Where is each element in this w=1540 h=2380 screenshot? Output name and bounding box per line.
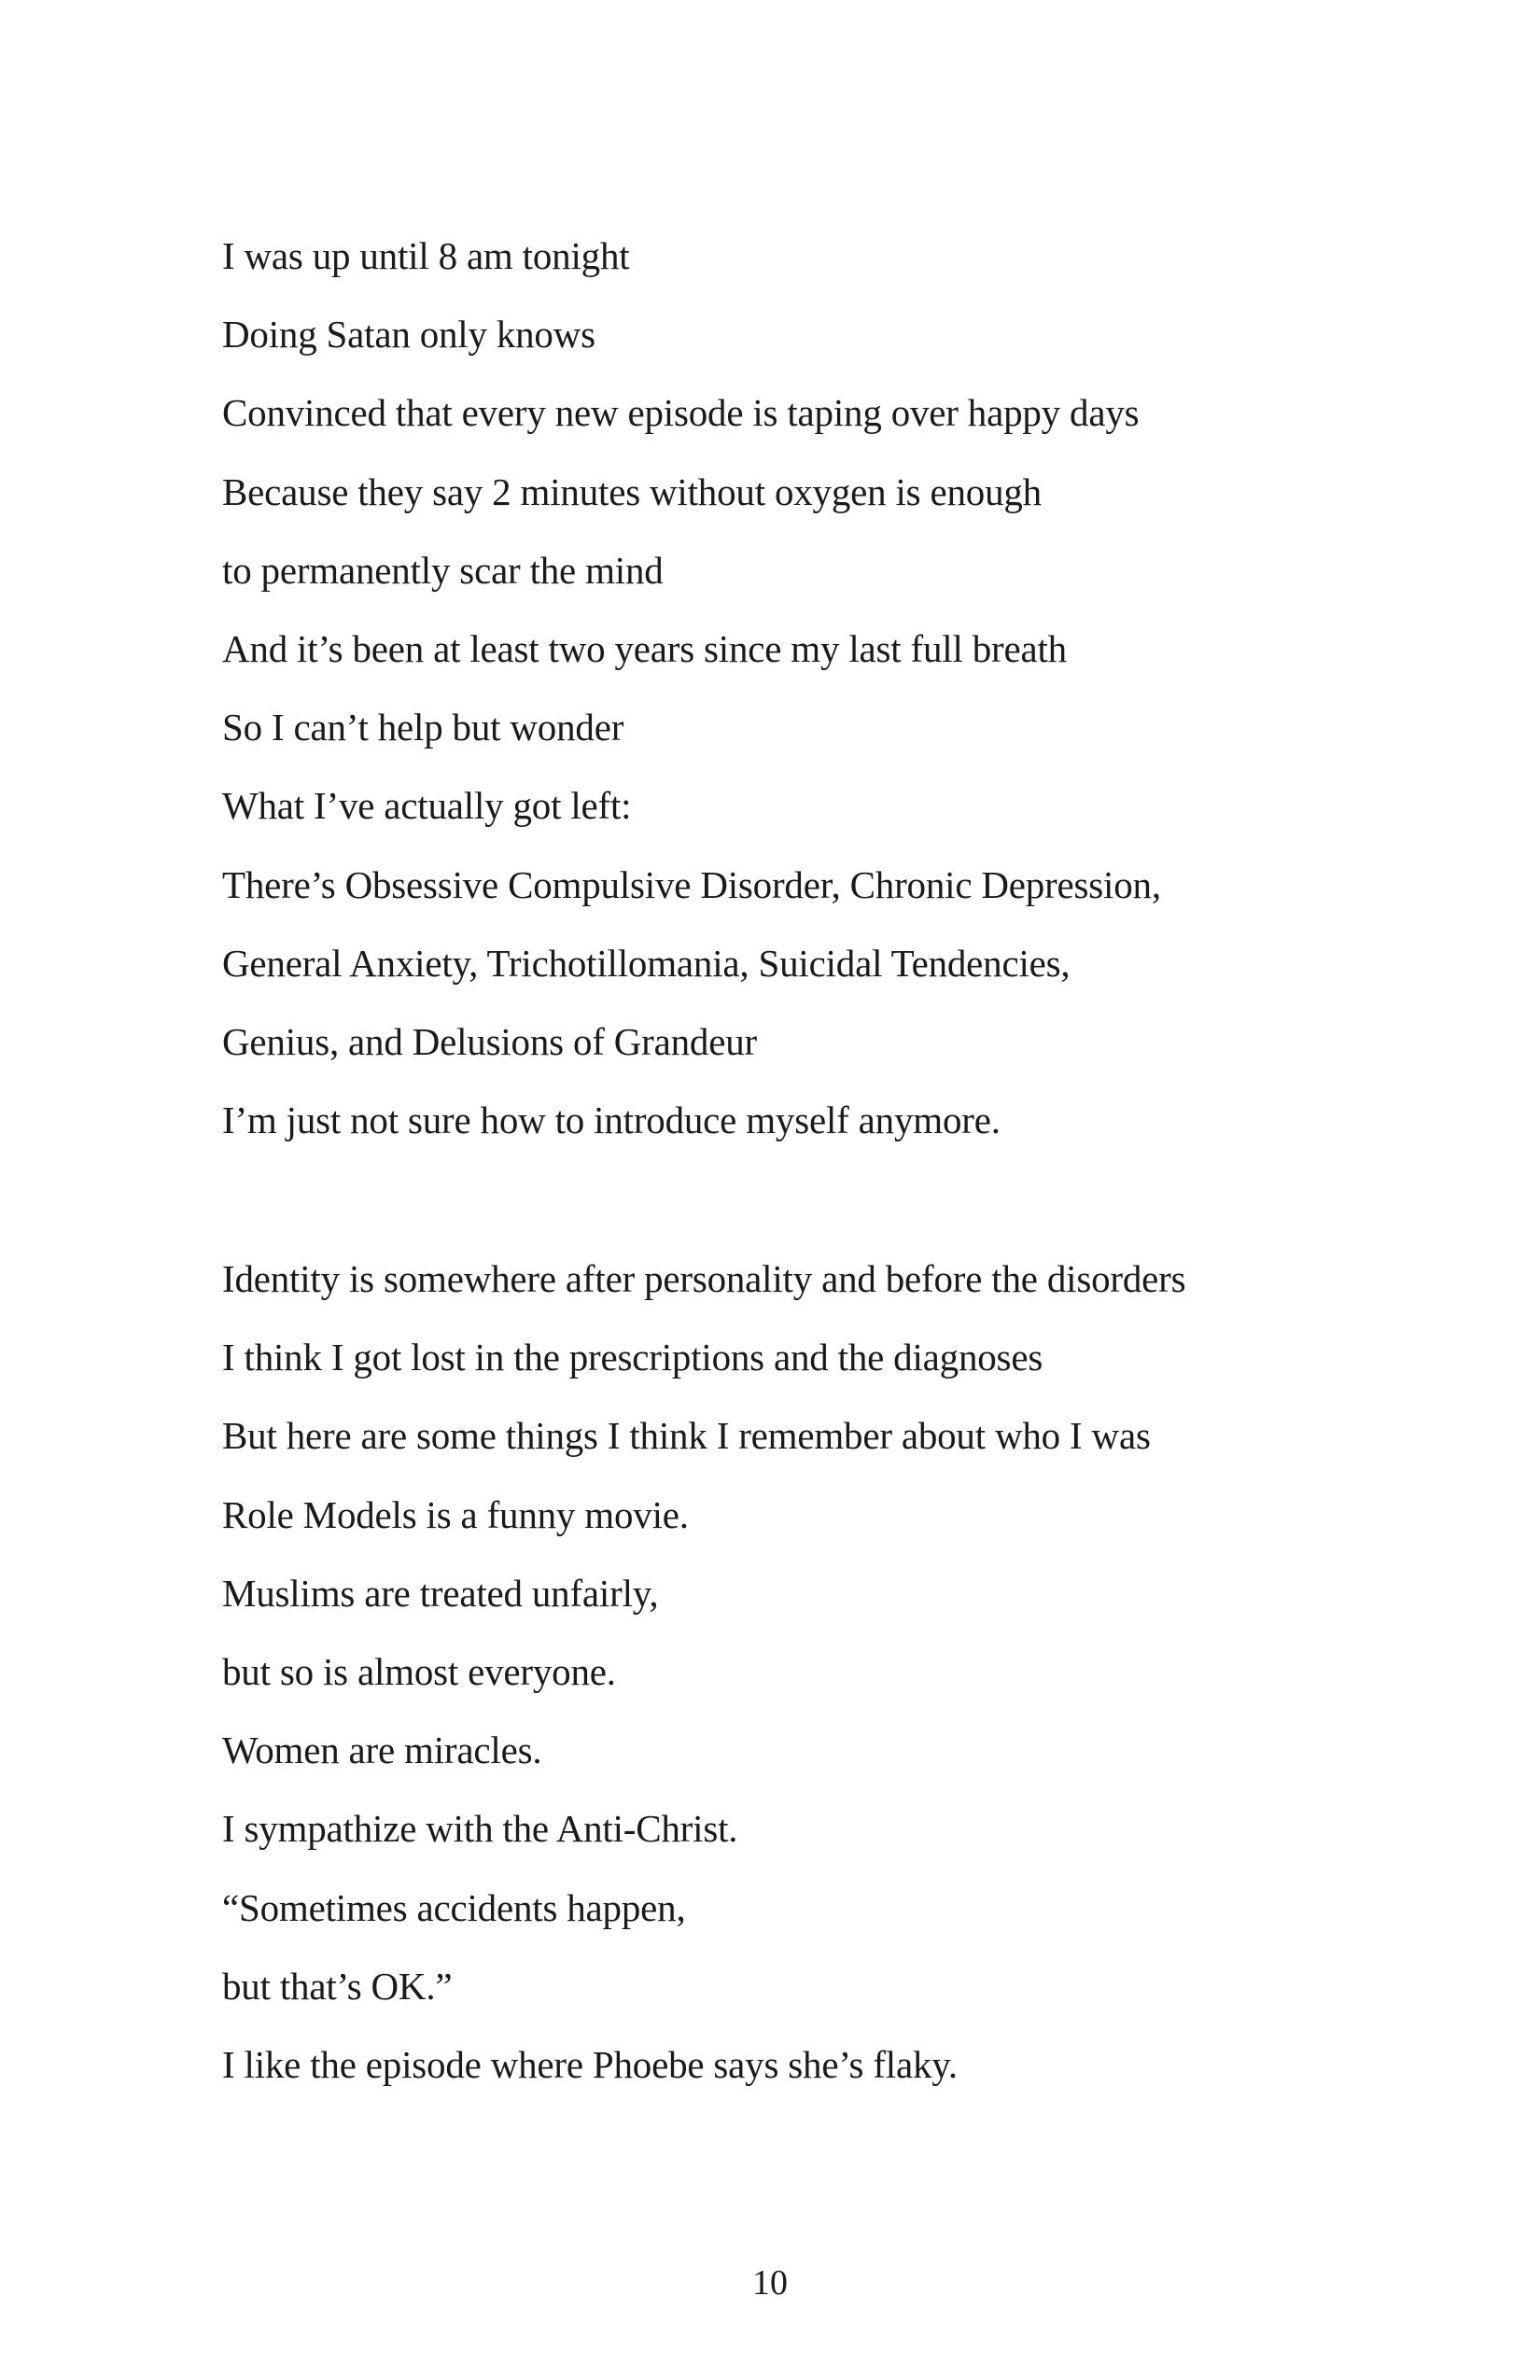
poem-line: And it’s been at least two years since my last full breath [222,626,1067,670]
poem-line: Because they say 2 minutes without oxygen is enough [222,469,1042,513]
poem-line: Women are miracles. [222,1729,542,1772]
poem-stanza-2 [222,1239,1435,2104]
poem-line: So I can’t help but wonder [222,706,624,749]
poem-line: to permanently scar the mind [222,548,664,592]
poem-line: I sympathize with the Anti-Christ. [222,1807,738,1851]
poem-line: Muslims are treated unfairly, [222,1571,659,1615]
poem-line: Role Models is a funny movie. [222,1492,689,1536]
poem-line: General Anxiety, Trichotillomania, Suicidal Tendencies, [222,941,1071,985]
poem-line: Identity is somewhere after personality and before the disorders [222,1257,1186,1300]
poem-line: “Sometimes accidents happen, [222,1885,686,1929]
poem-line: but that’s OK.” [222,1964,453,2008]
poem-line: I think I got lost in the prescriptions and the diagnoses [222,1336,1043,1379]
poem-line: I was up until 8 am tonight [222,234,630,277]
poem-line: Genius, and Delusions of Grandeur [222,1019,757,1063]
poem-line: I like the episode where Phoebe says she’s flaky. [222,2042,958,2086]
poem-line: Doing Satan only knows [222,313,595,357]
page-number: 10 [752,2263,788,2303]
poem-line: But here are some things I think I remember about who I was [222,1414,1151,1458]
poem-line: but so is almost everyone. [222,1649,616,1693]
poem-stanza-1 [222,217,1435,1159]
poem-line: Convinced that every new episode is taping over happy days [222,391,1140,435]
poem-line: I’m just not sure how to introduce myself anymore. [222,1099,1001,1142]
poem-line: There’s Obsessive Compulsive Disorder, Chronic Depression, [222,862,1161,906]
poem-line: What I’ve actually got left: [222,784,632,828]
